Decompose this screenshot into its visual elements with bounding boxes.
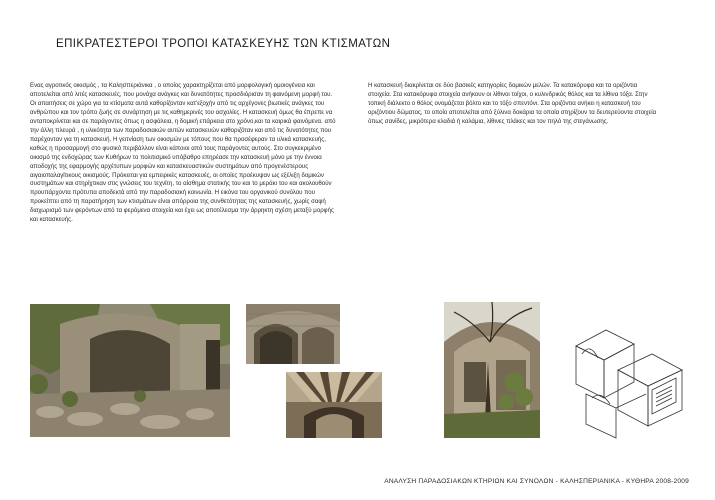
stone-arch-ruin-photo	[444, 302, 540, 438]
intro-paragraph: Ενας αγροτικός οικισμός , τα Καλησπεριάνικα , ο οποίος χαρακτηρίζεται από μορφολογική ομοιογένεια και αποτελείται από λιτές κατασκευές, που μονάχα ανάγκες και δυνατότητες προσδιόρισαν τη φαινόμενη μορφή του. Οι απαιτήσεις σε χώρο για τα κτίσματα αυτά καθορίζονταν κατ'εξοχήν από τις αρχέγονες βιωτικές ανάγκες του ανθρώπου και τον τρόπο ζωής σε συνάρτηση με τις καθημερινές του ασχολίες. Η κατασκευή όμως θα έπρεπε να ανταποκρίνεται και σε παράγοντες όπως η ασφάλεια, η δομική επάρκεια στο χρόνο,και τα καιρικά φαινόμενα. από την άλλη πλευρά , η υλικότητα των παραδοσιακών αυτών κατασκευών καθοριζόταν και από τις δυνατότητες που παρέχονταν για τη κατασκευή. Η γειτνίαση των οικισμών με τόπους που θα προσέφεραν τα υλικά κατασκευής, καθώς η προσαρμογή στο φυσικό περιβάλλον είναι κάποιοι από τους παράγοντες αυτούς. Στο συγκεκριμένο οικισμό της ενδοχώρας των Κυθήρων το πολιτισμικό υπόβαθρο επηρέασε την κατασκευή μόνο με την έννοια αποδοχής της εφαρμογής αρχέτυπων μορφών και κατασκευαστικών συστημάτων από προγενέστερους αιγαιοπαλαγίτικους οικισμούς. Πρόκειται για εμπειρικές κατασκευές, οι οποίες προέκυψαν ως εξέλιξη δομικών συστημάτων και στηρίχτικαν στις γνώσεις του τεχνίτη, το αίσθημα στατικής του και το μεράκι του και ακολουθούν προυπάρχοντα πρότυπα αποδεκτά από την παραδοσιακή κοινωνία. Η εικόνα του οργανικού συνόλου που προκείπτει από τη παρατήρηση των κτισμάτων είναι απόρροια της συνθετότητας της κατασκευής, χωρίς σαφή διαχωρισμό των φερόντων από τα φερόμενα στοιχεία και έχει ως αποτέλεσμα την άρρηκτη σχέση μεταξύ μορφής και κατασκευής.	[30, 82, 336, 224]
timber-roof-beams-photo	[286, 372, 382, 438]
stone-vault-photo	[246, 304, 340, 364]
footer-caption: ΑΝΑΛΥΣΗ ΠΑΡΑΔΟΣΙΑΚΩΝ ΚΤΗΡΙΩΝ ΚΑΙ ΣΥΝΟΛΩΝ - ΚΑΛΗΣΠΕΡΙΑΝΙΚΑ - ΚΥΘΗΡΑ 2008-2009	[384, 478, 689, 485]
axonometric-drawing	[556, 298, 692, 448]
page-title: ΕΠΙΚΡΑΤΕΣΤΕΡΟΙ ΤΡΟΠΟΙ ΚΑΤΑΣΚΕΥΗΣ ΤΩΝ ΚΤΙΣΜΑΤΩΝ	[56, 38, 391, 50]
construction-paragraph: Η κατασκευή διακρίνεται σε δύο βασικές κατηγορίες δομικών μελών. Τα κατακόρυφα και τα οριζόντια στοιχεία. Στα κατακόρυφα στοιχεία ανήκουν οι λίθινοι τοίχοι, ο κυλινδρικός θόλος και τα λίθινα τόξα. Στην τοπική διάλεκτο ο θόλος ονομάζεται βόλτο και το τόξο σπεντόνι. Στα οριζόντια ανήκει η κατασκευή του οριζόντιου δώματος, το οποίο αποτελείται από ξύλινα δοκάρια τα οποία στηρίζουν τα δευτερεύοντα στοιχεία όπως σανίδες, μικρότερα κλαδιά ή καλάμια, λίθινες πλάκες και τον πηλό της στεγάνωσης.	[368, 82, 657, 125]
ruined-stone-interior-photo	[30, 304, 230, 437]
